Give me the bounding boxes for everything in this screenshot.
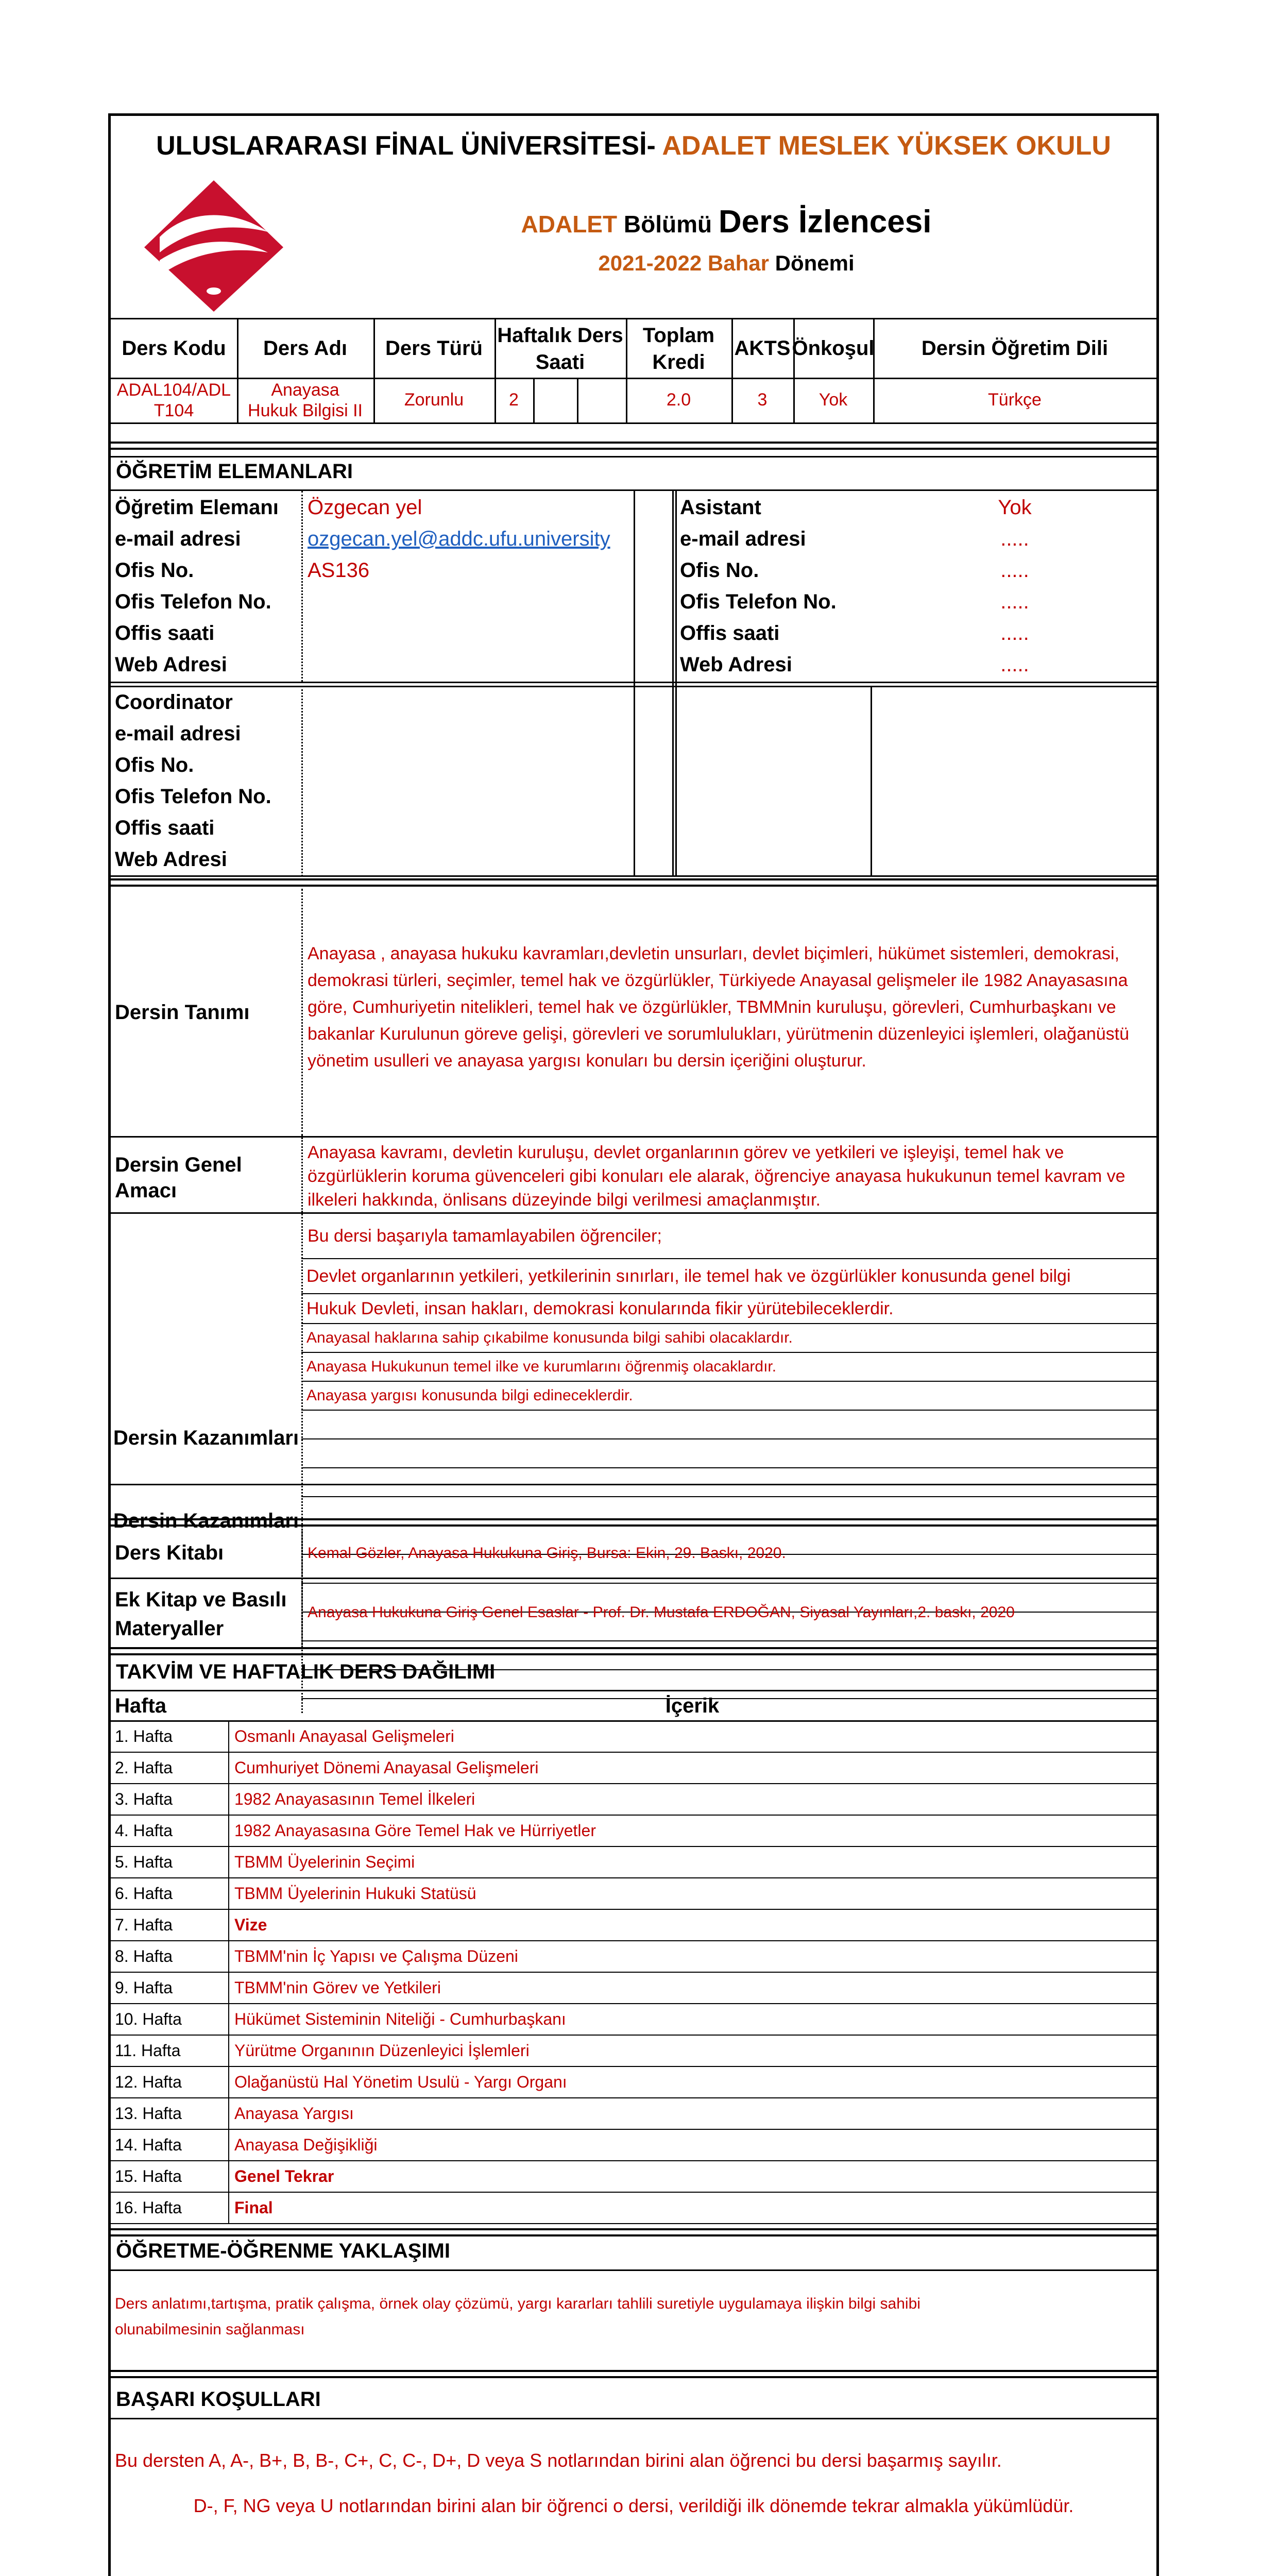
schedule-week: 6. Hafta <box>115 1884 173 1903</box>
assistant-email-label: e-mail adresi <box>680 528 806 550</box>
schedule-content: Final <box>234 2198 273 2217</box>
coordinator-labels <box>115 687 300 875</box>
schedule-content: Olağanüstü Hal Yönetim Usulü - Yargı Organı <box>234 2073 567 2091</box>
instructor-hours-label: Offis saati <box>115 622 215 645</box>
assistant-phone-label: Ofis Telefon No. <box>680 590 837 613</box>
assistant-labels <box>680 492 871 681</box>
schedule-row <box>111 1910 1156 1941</box>
instructor-office: AS136 <box>308 559 370 582</box>
assistant-email: ..... <box>1000 528 1029 550</box>
outcome-item: Anayasal haklarına sahip çıkabilme konusunda bilgi sahibi olacaklardır. <box>301 1324 1156 1353</box>
approach-section-title: ÖĞRETME-ÖĞRENME YAKLAŞIMI <box>116 2240 450 2262</box>
schedule-week-header: Hafta <box>115 1694 167 1717</box>
outcomes-label: Dersin Kazanımları <box>113 1510 299 1532</box>
header-language: Dersin Öğretim Dili <box>921 337 1108 360</box>
instructor-email-link[interactable]: ozgecan.yel@addc.ufu.university <box>308 528 610 550</box>
schedule-row <box>111 2036 1156 2067</box>
staff-section-title: ÖĞRETİM ELEMANLARI <box>116 460 353 483</box>
books-block <box>111 1529 1156 1647</box>
schedule-row <box>111 1973 1156 2004</box>
header-total-credit: Toplam Kredi <box>642 324 715 374</box>
course-code: ADAL104/ADLT104 <box>116 380 231 420</box>
schedule-content-header: İçerik <box>665 1694 720 1717</box>
approach-text: Ders anlatımı,tartışma, pratik çalışma, örnek olay çözümü, yargı kararları tahlili suretiyle uygulamaya ilişkin bilgi sahibi olunabilmesinin sağlanması <box>115 2295 920 2338</box>
description-text: Anayasa , anayasa hukuku kavramları,devletin unsurları, devlet biçimleri, hükümet sistemleri, demokrasi, demokrasi türleri, seçimler, temel hak ve özgürlükler, Türkiyede Anayasal gelişmeler ile 1982 Anayasasına göre, Cumhuriyetin nitelikleri, temel hak ve özgürlükler, TBMMnin kuruluşu, görevleri, Cumhurbaşkanı ve bakanlar Kurulunun göreve gelişi, görevleri ve sorumlulukları, yürütmenin düzenleyici işlemleri, olağanüstü yönetim usulleri ve anayasa yargısı konuları bu dersin içeriğini oluşturur. <box>308 944 1130 1071</box>
schedule-content: Cumhuriyet Dönemi Anayasal Gelişmeleri <box>234 1758 539 1777</box>
weekly-hours: 2 <box>509 390 519 410</box>
schedule-week: 8. Hafta <box>115 1947 173 1965</box>
assistant-label: Asistant <box>680 496 761 519</box>
outcome-empty-row <box>301 1468 1156 1497</box>
term-name: 2021-2022 Bahar <box>598 251 769 275</box>
prereq-value: Yok <box>818 390 848 410</box>
university-logo <box>139 175 288 314</box>
schedule-content: Anayasa Yargısı <box>234 2104 354 2123</box>
coordinator-web-label: Web Adresi <box>115 848 227 871</box>
akts-value: 3 <box>757 390 768 410</box>
coordinator-phone-label: Ofis Telefon No. <box>115 785 271 808</box>
schedule-content: TBMM'nin İç Yapısı ve Çalışma Düzeni <box>234 1947 518 1965</box>
schedule-week: 16. Hafta <box>115 2198 182 2217</box>
schedule-row <box>111 1847 1156 1878</box>
description-row <box>111 889 1156 1136</box>
total-credit: 2.0 <box>666 390 691 410</box>
school-name: ADALET MESLEK YÜKSEK OKULU <box>662 131 1111 161</box>
schedule-row <box>111 2193 1156 2224</box>
schedule-row <box>111 2098 1156 2130</box>
department-line <box>111 204 1156 240</box>
schedule-week: 12. Hafta <box>115 2073 182 2091</box>
outcome-item: Hukuk Devleti, insan hakları, demokrasi konularında fikir yürütebileceklerdir. <box>301 1294 1156 1324</box>
instructor-name: Özgecan yel <box>308 496 422 519</box>
term-line <box>111 251 1156 276</box>
extra-materials-value: Anayasa Hukukuna Giriş Genel Esaslar - Prof. Dr. Mustafa ERDOĞAN, Siyasal Yayınları,2. baskı, 2020 <box>308 1604 1015 1621</box>
outcome-empty-row <box>301 1411 1156 1439</box>
schedule-week: 11. Hafta <box>115 2041 181 2060</box>
coordinator-email-label: e-mail adresi <box>115 722 241 745</box>
schedule-week: 10. Hafta <box>115 2010 182 2028</box>
textbook-value: Kemal Gözler, Anayasa Hukukuna Giriş, Bursa: Ekin, 29. Baskı, 2020. <box>308 1544 786 1562</box>
success-line-2: D-, F, NG veya U notlarından birini alan bir öğrenci o dersi, verildiği ilk dönemde tekrar almakla yükümlüdür. <box>193 2495 1074 2516</box>
schedule-row <box>111 2067 1156 2098</box>
textbook-label: Ders Kitabı <box>115 1541 224 1564</box>
schedule-content: 1982 Anayasasına Göre Temel Hak ve Hürriyetler <box>234 1821 596 1840</box>
schedule-section-title: TAKVİM VE HAFTALIK DERS DAĞILIMI <box>116 1660 496 1683</box>
coordinator-office-label: Ofis No. <box>115 754 194 776</box>
schedule-content: Hükümet Sisteminin Niteliği - Cumhurbaşkanı <box>234 2010 566 2028</box>
instructor-office-label: Ofis No. <box>115 559 194 582</box>
header <box>111 116 1156 317</box>
term-suffix: Dönemi <box>769 251 855 275</box>
schedule-content: Genel Tekrar <box>234 2167 334 2185</box>
schedule-content: TBMM'nin Görev ve Yetkileri <box>234 1978 441 1997</box>
syllabus-sheet <box>108 113 1159 2576</box>
instructor-email-label: e-mail adresi <box>115 528 241 550</box>
schedule-week: 7. Hafta <box>115 1916 173 1934</box>
assistant-web: ..... <box>1000 653 1029 676</box>
coordinator-hours-label: Offis saati <box>115 817 215 839</box>
instructor-label: Öğretim Elemanı <box>115 496 279 519</box>
instructor-phone-label: Ofis Telefon No. <box>115 590 271 613</box>
schedule-content: Osmanlı Anayasal Gelişmeleri <box>234 1727 454 1745</box>
schedule-week: 5. Hafta <box>115 1853 173 1871</box>
outcome-item: Devlet organlarının yetkileri, yetkilerinin sınırları, ile temel hak ve özgürlükler konusunda genel bilgi <box>301 1258 1156 1294</box>
course-name: Anayasa Hukuk Bilgisi II <box>248 380 363 420</box>
schedule-row <box>111 1941 1156 1973</box>
schedule-week: 3. Hafta <box>115 1790 173 1808</box>
course-table <box>111 319 1156 438</box>
university-name: ULUSLARARASI FİNAL ÜNİVERSİTESİ- <box>156 131 662 161</box>
schedule-content: Vize <box>234 1916 267 1934</box>
schedule-content: 1982 Anayasasının Temel İlkeleri <box>234 1790 475 1808</box>
outcomes-label-repeat: Dersin Kazanımları <box>113 1427 299 1449</box>
schedule-row <box>111 2130 1156 2161</box>
outcomes-intro: Bu dersi başarıyla tamamlayabilen öğrenciler; <box>308 1226 662 1246</box>
aim-text: Anayasa kavramı, devletin kuruluşu, devlet organlarının görev ve yetkileri ve işleyişi, temel hak ve özgürlüklerin koruma güvenceleri gibi konuları ele alarak, öğrenciye anayasa hukukunun temel kavram ve ilkeleri hakkında, önlisans düzeyinde bilgi verilmesi amaçlanmıştır. <box>308 1143 1125 1210</box>
schedule-content: TBMM Üyelerinin Hukuki Statüsü <box>234 1884 476 1903</box>
success-line-1: Bu dersten A, A-, B+, B, B-, C+, C, C-, D+, D veya S notlarından birini alan öğrenci bu dersi başarmış sayılır. <box>115 2450 1002 2471</box>
aim-label: Dersin Genel Amacı <box>115 1154 242 1202</box>
assistant-web-label: Web Adresi <box>680 653 792 676</box>
assistant-phone: ..... <box>1000 590 1029 613</box>
document-title: Ders İzlencesi <box>718 204 932 240</box>
schedule-week: 1. Hafta <box>115 1727 173 1745</box>
header-title <box>111 130 1156 161</box>
header-weekly-hours: Haftalık Ders Saati <box>497 324 623 374</box>
schedule-row <box>111 2161 1156 2193</box>
header-prereq: Önkoşul <box>792 337 875 360</box>
header-course-name: Ders Adı <box>263 337 347 360</box>
schedule-row <box>111 1878 1156 1910</box>
assistant-office: ..... <box>1000 559 1029 582</box>
instructor-labels <box>115 492 300 681</box>
schedule-content: Yürütme Organının Düzenleyici İşlemleri <box>234 2041 530 2060</box>
assistant-name: Yok <box>998 496 1032 519</box>
schedule-week: 14. Hafta <box>115 2136 182 2154</box>
department-suffix: Bölümü <box>617 211 719 238</box>
schedule-row <box>111 1753 1156 1784</box>
course-type: Zorunlu <box>404 390 464 410</box>
header-course-type: Ders Türü <box>385 337 483 360</box>
description-label: Dersin Tanımı <box>115 1001 250 1024</box>
header-course-code: Ders Kodu <box>122 337 226 360</box>
schedule-content: Anayasa Değişikliği <box>234 2136 378 2154</box>
header-akts: AKTS <box>734 337 791 360</box>
schedule-week: 4. Hafta <box>115 1821 173 1840</box>
language-value: Türkçe <box>988 390 1042 410</box>
schedule-week: 15. Hafta <box>115 2167 182 2185</box>
instructor-web-label: Web Adresi <box>115 653 227 676</box>
assistant-hours: ..... <box>1000 622 1029 645</box>
extra-materials-label: Ek Kitap ve Basılı Materyaller <box>115 1588 287 1640</box>
outcome-item: Anayasa yargısı konusunda bilgi edineceklerdir. <box>301 1382 1156 1411</box>
schedule-week: 2. Hafta <box>115 1758 173 1777</box>
aim-row <box>111 1138 1156 1212</box>
schedule-week: 13. Hafta <box>115 2104 182 2123</box>
assistant-values <box>873 492 1156 681</box>
assistant-office-label: Ofis No. <box>680 559 759 582</box>
coordinator-label: Coordinator <box>115 691 233 714</box>
schedule-row <box>111 1721 1156 1753</box>
outcome-empty-row <box>301 1439 1156 1468</box>
outcome-item: Anayasa Hukukunun temel ilke ve kurumlarını öğrenmiş olacaklardır. <box>301 1353 1156 1382</box>
schedule-row <box>111 1784 1156 1816</box>
instructor-values <box>308 492 632 586</box>
assistant-hours-label: Offis saati <box>680 622 780 645</box>
success-section-title: BAŞARI KOŞULLARI <box>116 2388 321 2411</box>
schedule-rows <box>111 1721 1156 2226</box>
schedule-content: TBMM Üyelerinin Seçimi <box>234 1853 415 1871</box>
schedule-week: 9. Hafta <box>115 1978 173 1997</box>
department-name: ADALET <box>521 211 618 238</box>
schedule-row <box>111 2004 1156 2036</box>
schedule-row <box>111 1816 1156 1847</box>
